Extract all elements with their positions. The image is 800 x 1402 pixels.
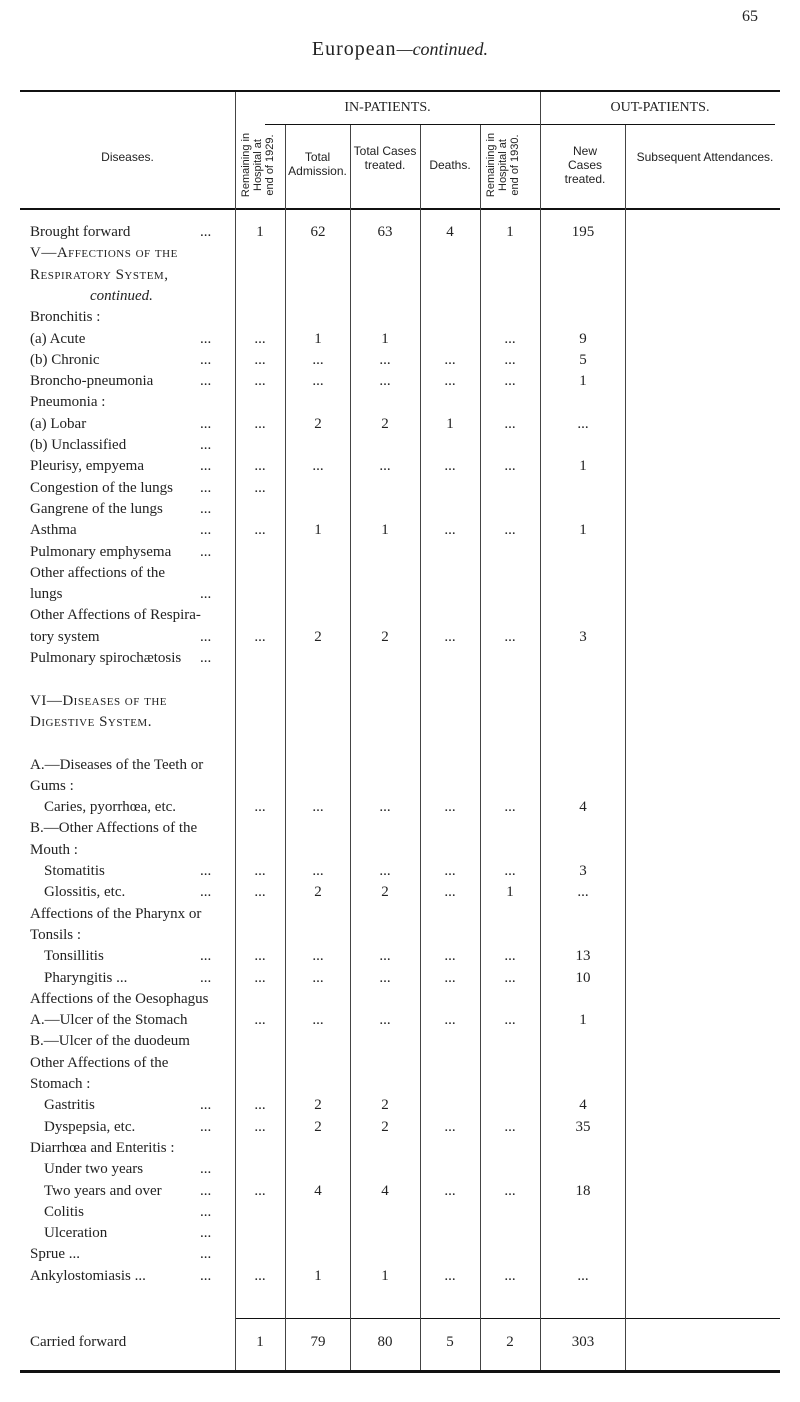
row-value: 4: [446, 224, 454, 240]
row-value: ...: [379, 969, 391, 986]
page-heading: [0, 38, 800, 61]
row-value: ...: [254, 1267, 266, 1284]
leader-dots: ...: [200, 458, 212, 475]
row-value: ...: [254, 415, 266, 432]
row-value: ...: [312, 863, 324, 879]
leader-dots: ...: [200, 351, 212, 368]
row-value: 1: [579, 522, 587, 539]
row-label: Gangrene of the lungs: [30, 500, 163, 517]
row-value: ...: [312, 373, 324, 390]
row-value: 63: [377, 224, 393, 240]
row-value: 10: [575, 969, 591, 986]
carried-rule: [235, 1318, 780, 1319]
row-label: Stomatitis: [44, 863, 105, 879]
row-value: 1: [256, 224, 264, 240]
row-value: ...: [379, 799, 391, 816]
leader-dots: ...: [200, 500, 212, 517]
row-label: Affections of the Oesophagus: [30, 990, 209, 1007]
row-value: 2: [314, 628, 322, 645]
leader-dots: ...: [200, 969, 212, 986]
row-label: Gums :: [30, 777, 74, 794]
row-value: ...: [444, 1118, 456, 1135]
leader-dots: ...: [200, 863, 212, 879]
row-label: Tonsillitis: [44, 948, 104, 965]
row-value: ...: [254, 458, 266, 475]
row-value: ...: [379, 1012, 391, 1029]
row-value: ...: [504, 969, 516, 986]
col-divider: [625, 125, 626, 1370]
row-label: Stomach :: [30, 1076, 91, 1092]
row-value: ...: [577, 415, 589, 432]
row-label: Respiratory System,: [30, 266, 169, 283]
row-value: 1: [579, 1012, 587, 1029]
page-number: 65: [742, 8, 758, 25]
row-value: 1: [381, 522, 389, 539]
header-new-cases: New Cases treated.: [564, 144, 606, 186]
leader-dots: ...: [200, 1182, 212, 1199]
row-value: ...: [444, 799, 456, 816]
row-value: 18: [575, 1182, 591, 1199]
header-subsequent: Subsequent Attendances.: [636, 150, 774, 164]
row-value: 2: [506, 1334, 514, 1350]
row-value: ...: [444, 1012, 456, 1029]
row-value: 1: [314, 330, 322, 347]
row-label: A.—Ulcer of the Stomach: [30, 1012, 188, 1029]
row-value: ...: [444, 969, 456, 986]
row-value: ...: [504, 1267, 516, 1284]
row-label: Congestion of the lungs: [30, 479, 173, 496]
row-value: ...: [254, 863, 266, 879]
leader-dots: ...: [200, 884, 212, 901]
row-value: ...: [444, 628, 456, 645]
row-value: 4: [314, 1182, 322, 1199]
leader-dots: ...: [200, 330, 212, 347]
row-value: 1: [381, 1267, 389, 1284]
row-value: ...: [444, 948, 456, 965]
row-value: ...: [379, 351, 391, 368]
leader-dots: ...: [200, 1118, 212, 1135]
row-value: 35: [575, 1118, 591, 1135]
row-value: ...: [504, 948, 516, 965]
bottom-rule: [20, 1370, 780, 1373]
row-value: 1: [314, 1267, 322, 1284]
leader-dots: ...: [200, 415, 212, 432]
leader-dots: ...: [200, 1225, 212, 1242]
row-label: Other Affections of the: [30, 1054, 169, 1071]
row-label: B.—Other Affections of the: [30, 820, 198, 837]
row-value: ...: [504, 330, 516, 347]
leader-dots: ...: [200, 224, 212, 240]
row-label: Pulmonary emphysema: [30, 543, 172, 560]
row-value: 2: [314, 1118, 322, 1135]
row-value: ...: [577, 884, 589, 901]
leader-dots: ...: [200, 1097, 212, 1114]
row-value: ...: [444, 1182, 456, 1199]
row-value: 1: [381, 330, 389, 347]
row-label: Digestive System.: [30, 713, 152, 730]
row-value: ...: [254, 948, 266, 965]
row-label: Pleurisy, empyema: [30, 458, 145, 475]
row-value: ...: [254, 522, 266, 539]
row-label: (b) Chronic: [30, 351, 100, 368]
header-deaths: Deaths.: [429, 158, 471, 172]
row-value: 2: [314, 415, 322, 432]
row-label: Two years and over: [44, 1182, 162, 1199]
row-value: ...: [504, 1118, 516, 1135]
row-label: Glossitis, etc.: [44, 884, 126, 901]
row-label: VI—Diseases of the: [30, 692, 168, 709]
row-value: 4: [381, 1182, 389, 1199]
leader-dots: ...: [200, 650, 212, 666]
leader-dots: ...: [200, 373, 212, 390]
leader-dots: ...: [200, 543, 212, 560]
row-label: V—Affections of the: [30, 245, 178, 262]
row-label: Tonsils :: [30, 926, 82, 943]
header-remaining-end: Remaining in Hospital at end of 1930.: [485, 132, 521, 198]
row-value: ...: [312, 1012, 324, 1029]
row-value: ...: [504, 415, 516, 432]
row-label: tory system: [30, 628, 100, 645]
col-divider: [350, 125, 351, 1370]
row-value: ...: [312, 948, 324, 965]
row-value: 303: [571, 1334, 595, 1350]
row-label: B.—Ulcer of the duodeum: [30, 1033, 190, 1050]
row-value: 5: [579, 351, 587, 368]
row-value: ...: [504, 1012, 516, 1029]
row-label: Carried forward: [30, 1334, 127, 1350]
row-value: ...: [254, 1012, 266, 1029]
row-value: 2: [381, 415, 389, 432]
row-value: ...: [379, 373, 391, 390]
row-value: ...: [504, 458, 516, 475]
row-value: ...: [504, 373, 516, 390]
row-value: ...: [379, 863, 391, 879]
row-label: Brought forward: [30, 224, 131, 240]
row-label: Pharyngitis ...: [44, 969, 128, 986]
row-value: 1: [314, 522, 322, 539]
leader-dots: ...: [200, 1203, 212, 1220]
row-value: 1: [256, 1334, 264, 1350]
row-value: ...: [312, 458, 324, 475]
row-value: ...: [504, 863, 516, 879]
row-value: 79: [310, 1334, 326, 1350]
row-value: 1: [579, 458, 587, 475]
row-label: Pulmonary spirochætosis: [30, 650, 182, 666]
heading-main: European: [311, 38, 397, 60]
row-value: ...: [444, 1267, 456, 1284]
row-value: ...: [504, 799, 516, 816]
leader-dots: ...: [200, 1161, 212, 1178]
row-label: Ankylostomiasis ...: [30, 1267, 146, 1284]
header-remaining-start: Remaining in Hospital at end of 1929.: [240, 132, 276, 198]
row-label: lungs: [30, 586, 63, 603]
row-value: ...: [444, 884, 456, 901]
row-label: Diarrhœa and Enteritis :: [30, 1139, 175, 1156]
row-value: ...: [577, 1267, 589, 1284]
row-value: 2: [381, 1097, 389, 1114]
row-value: ...: [379, 458, 391, 475]
row-label: A.—Diseases of the Teeth or: [30, 756, 204, 773]
row-label: Other Affections of Respira-: [30, 607, 201, 624]
row-label: Dyspepsia, etc.: [44, 1118, 136, 1135]
header-bottom-rule: [20, 208, 780, 210]
row-value: ...: [444, 351, 456, 368]
header-total-cases: Total Cases treated.: [353, 144, 417, 172]
row-value: ...: [254, 799, 266, 816]
row-value: 4: [579, 1097, 587, 1114]
leader-dots: ...: [200, 948, 212, 965]
row-value: 13: [575, 948, 591, 965]
leader-dots: ...: [200, 1246, 212, 1263]
row-value: 2: [314, 884, 322, 901]
heading-continued: —continued.: [396, 39, 489, 59]
row-value: 9: [579, 330, 587, 347]
leader-dots: ...: [200, 437, 212, 453]
leader-dots: ...: [200, 586, 212, 603]
inpatient-subrule: [265, 124, 775, 125]
row-value: ...: [444, 458, 456, 475]
row-value: ...: [254, 884, 266, 901]
row-value: ...: [312, 799, 324, 816]
row-value: ...: [254, 479, 266, 496]
row-value: ...: [254, 330, 266, 347]
row-label: Gastritis: [44, 1097, 95, 1114]
row-value: 4: [579, 799, 587, 816]
row-value: ...: [312, 969, 324, 986]
leader-dots: ...: [200, 479, 212, 496]
row-value: ...: [504, 628, 516, 645]
row-label: (a) Lobar: [30, 415, 87, 432]
row-label: Other affections of the: [30, 564, 166, 581]
row-value: ...: [312, 351, 324, 368]
row-value: ...: [254, 628, 266, 645]
row-value: 80: [377, 1334, 393, 1350]
row-value: 1: [506, 224, 514, 240]
row-label: (b) Unclassified: [30, 437, 127, 453]
leader-dots: ...: [200, 628, 212, 645]
row-value: ...: [504, 351, 516, 368]
row-value: 1: [579, 373, 587, 390]
row-value: ...: [444, 522, 456, 539]
row-label: Ulceration: [44, 1225, 108, 1242]
header-out-patients: OUT-PATIENTS.: [610, 100, 710, 115]
row-value: ...: [254, 1097, 266, 1114]
row-value: ...: [254, 969, 266, 986]
row-value: 3: [579, 628, 587, 645]
header-total-admission: Total Admission.: [288, 150, 347, 178]
row-value: 2: [381, 1118, 389, 1135]
row-value: ...: [254, 351, 266, 368]
row-label: Mouth :: [30, 841, 78, 858]
row-label: Broncho-pneumonia: [30, 373, 154, 390]
row-label: Bronchitis :: [30, 309, 101, 326]
top-rule: [20, 90, 780, 92]
header-in-patients: IN-PATIENTS.: [344, 100, 431, 115]
row-label: continued.: [90, 287, 153, 304]
row-value: 62: [310, 224, 326, 240]
row-label: Asthma: [30, 522, 77, 539]
row-value: ...: [254, 373, 266, 390]
row-label: Sprue ...: [30, 1246, 80, 1263]
row-value: ...: [444, 863, 456, 879]
row-value: 2: [381, 628, 389, 645]
row-value: ...: [504, 1182, 516, 1199]
row-value: ...: [254, 1118, 266, 1135]
row-label: Colitis: [44, 1203, 85, 1220]
row-value: 2: [381, 884, 389, 901]
row-value: ...: [504, 522, 516, 539]
row-label: Pneumonia :: [30, 394, 106, 411]
row-value: 1: [506, 884, 514, 901]
col-divider: [235, 92, 236, 1370]
row-value: 3: [579, 863, 587, 879]
row-value: 2: [314, 1097, 322, 1114]
row-label: Under two years: [44, 1161, 144, 1178]
header-diseases: Diseases.: [101, 150, 154, 164]
row-value: ...: [254, 1182, 266, 1199]
leader-dots: ...: [200, 1267, 212, 1284]
row-value: ...: [379, 948, 391, 965]
col-divider: [540, 92, 541, 1370]
leader-dots: ...: [200, 522, 212, 539]
row-value: 5: [446, 1334, 454, 1350]
row-label: (a) Acute: [30, 330, 86, 347]
row-label: Affections of the Pharynx or: [30, 905, 202, 922]
row-value: 1: [446, 415, 454, 432]
row-value: ...: [444, 373, 456, 390]
row-label: Caries, pyorrhœa, etc.: [44, 799, 177, 816]
row-value: 195: [571, 224, 595, 240]
